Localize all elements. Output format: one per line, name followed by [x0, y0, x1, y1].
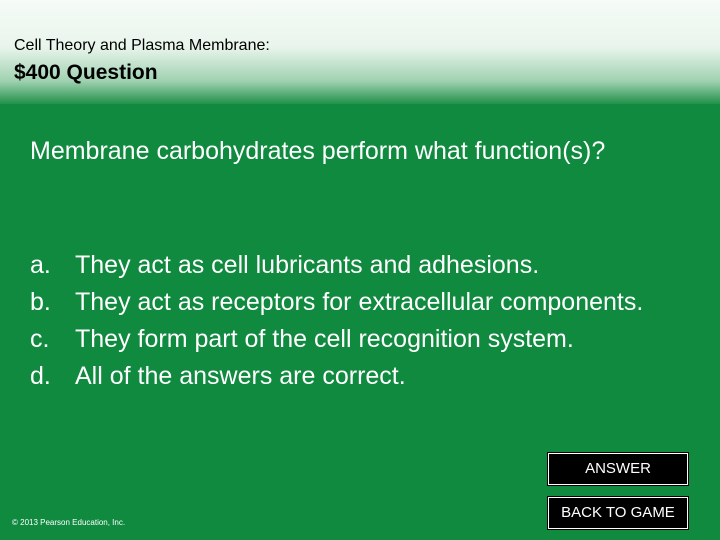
answer-button[interactable]: ANSWER	[548, 453, 688, 485]
answer-list	[30, 247, 700, 395]
answer-letter: d.	[30, 362, 51, 390]
category-title: Cell Theory and Plasma Membrane:	[14, 37, 270, 54]
back-to-game-button[interactable]: BACK TO GAME	[548, 497, 688, 529]
answer-text: They act as cell lubricants and adhesions.	[75, 251, 540, 279]
question-value-title: $400 Question	[14, 61, 158, 84]
answer-text: They act as receptors for extracellular components.	[75, 288, 644, 316]
answer-text: They form part of the cell recognition system.	[75, 325, 574, 353]
copyright-text: © 2013 Pearson Education, Inc.	[12, 518, 126, 527]
answer-text: All of the answers are correct.	[75, 362, 406, 390]
answer-option-d	[30, 358, 700, 395]
question-text: Membrane carbohydrates perform what function(s)?	[30, 137, 606, 165]
answer-letter: c.	[30, 325, 50, 353]
slide-header	[0, 0, 720, 104]
answer-letter: a.	[30, 251, 51, 279]
answer-option-b	[30, 284, 700, 321]
answer-letter: b.	[30, 288, 51, 316]
answer-option-a	[30, 247, 700, 284]
answer-option-c	[30, 321, 700, 358]
